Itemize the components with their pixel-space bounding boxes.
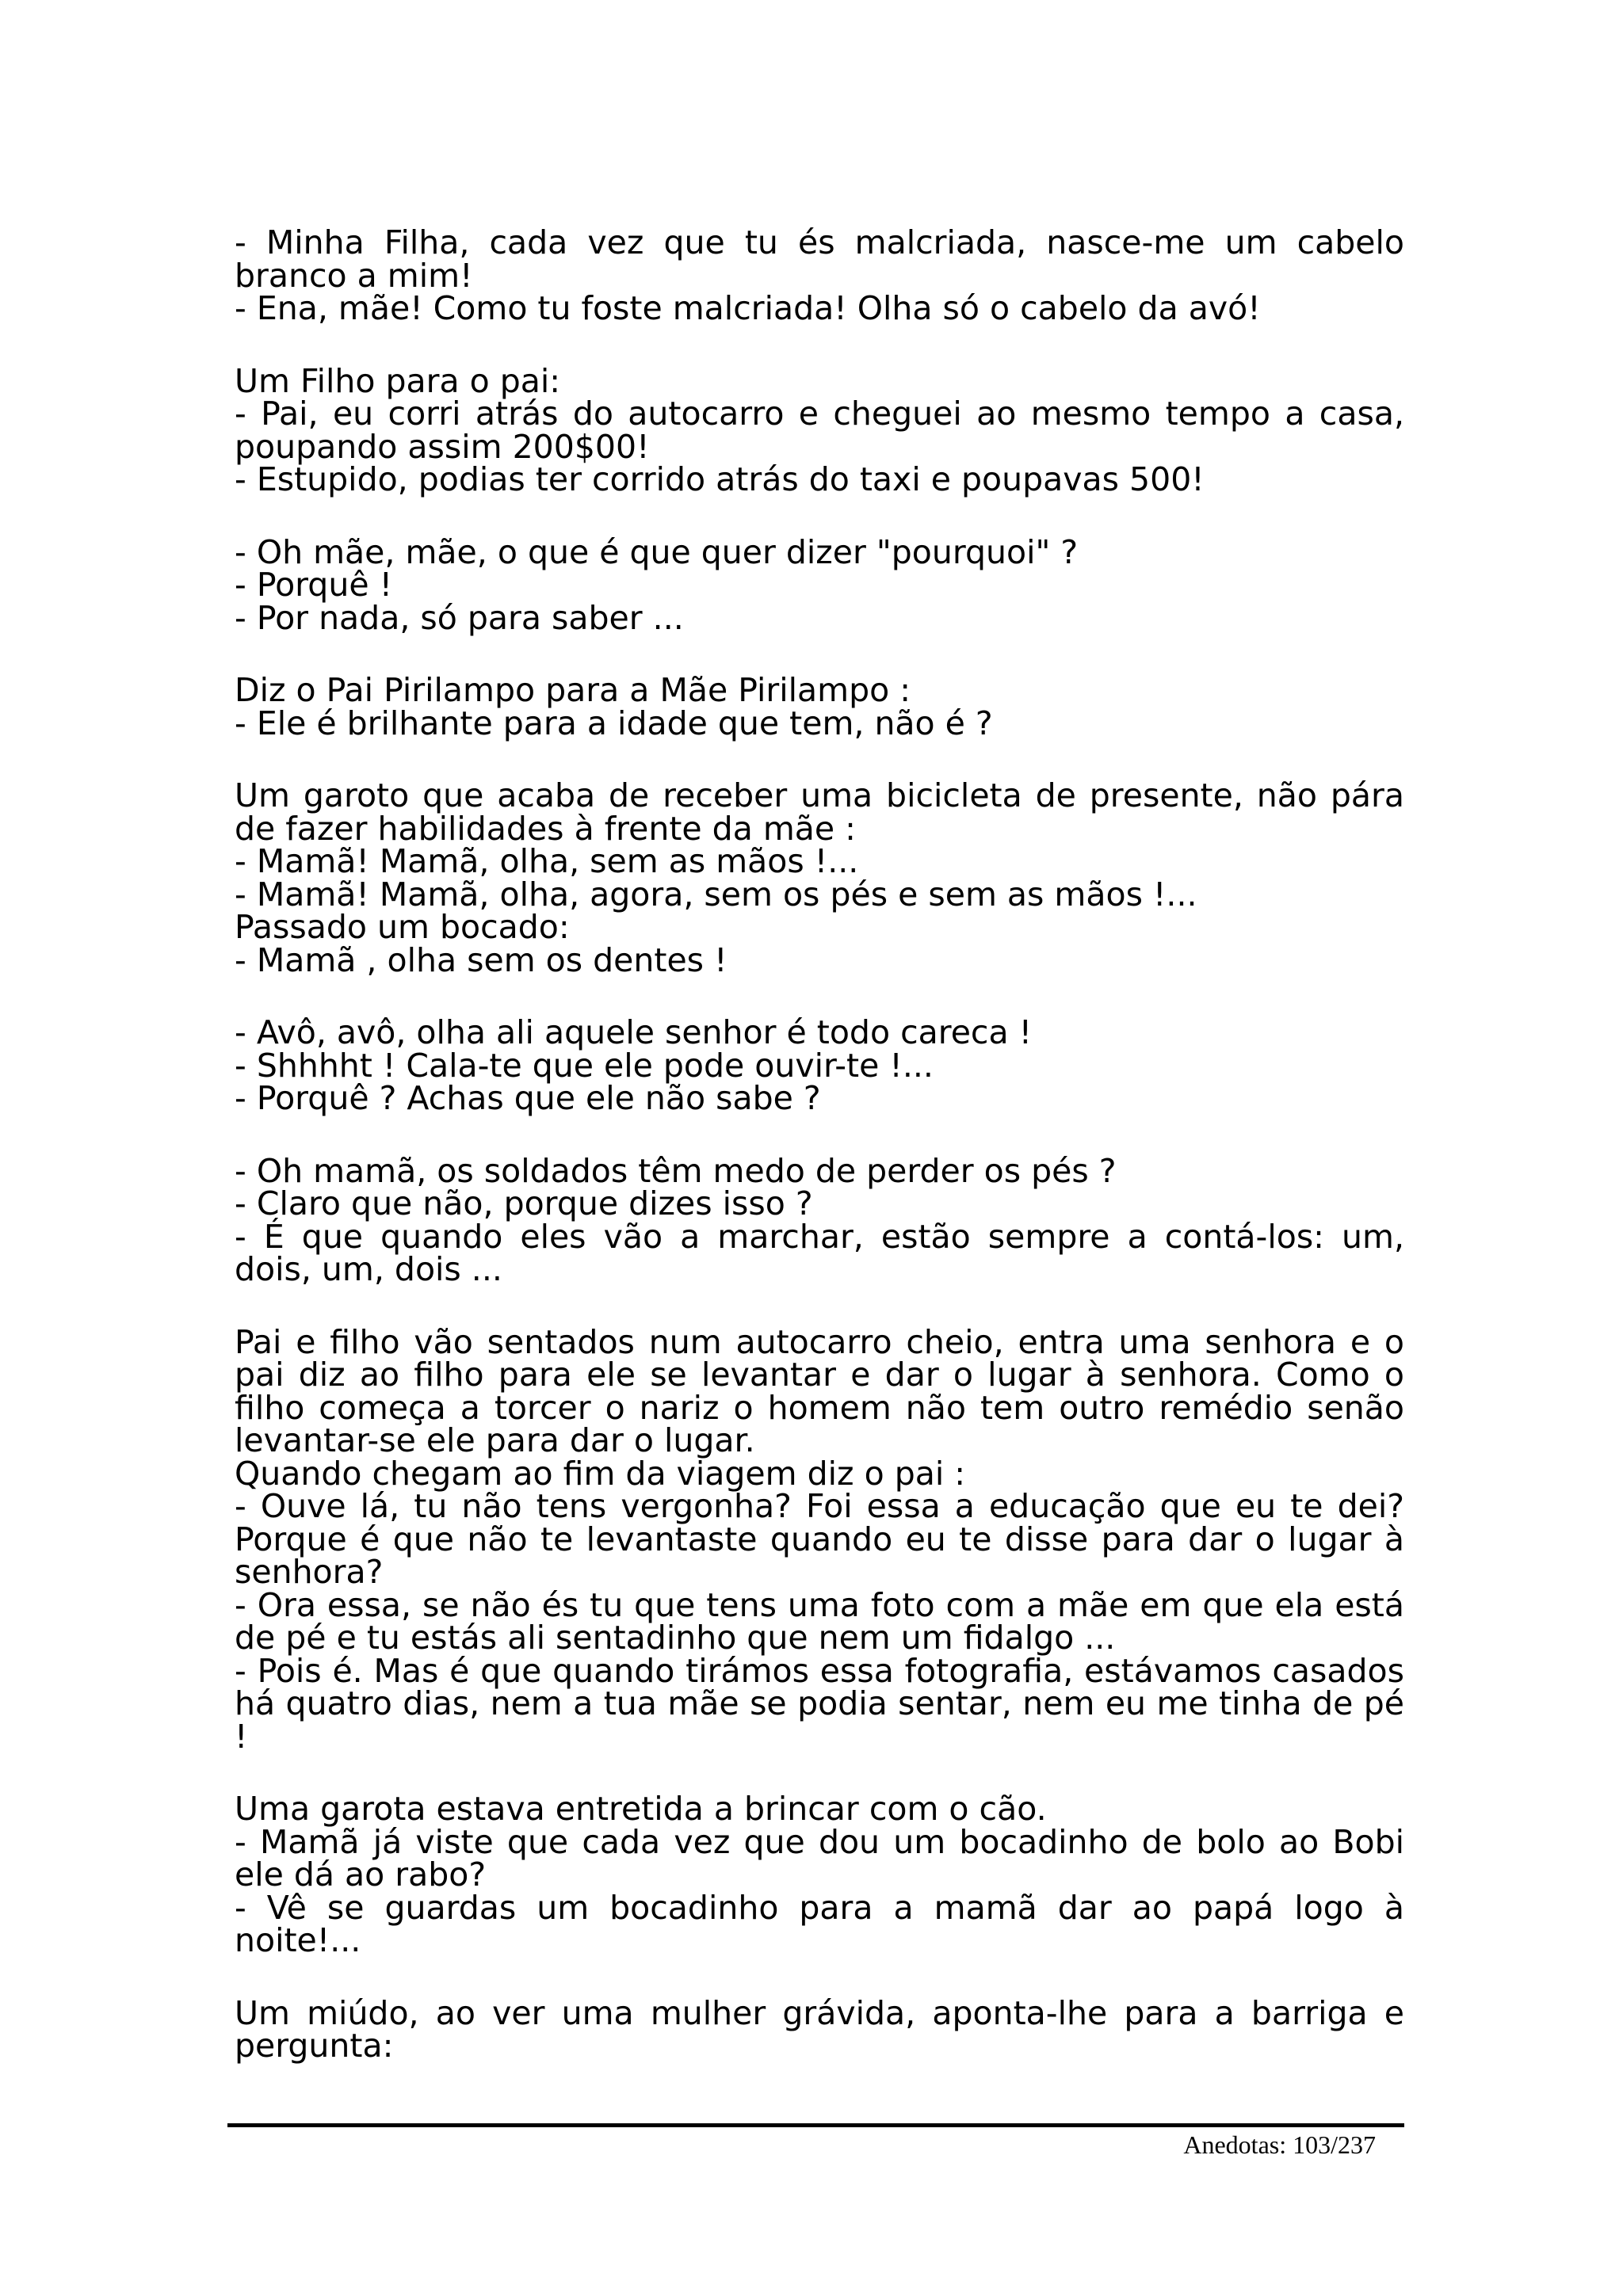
joke-bicicleta <box>235 776 1404 979</box>
text-line: - Estupido, podias ter corrido atrás do taxi e poupavas 500! <box>235 460 1205 498</box>
page-footer: Anedotas: 103/237 <box>1183 2130 1376 2159</box>
text-line: - É que quando eles vão a marchar, estão sempre a contá-los: um, dois, um, dois ... <box>235 1217 1404 1288</box>
text-line: - Oh mamã, os soldados têm medo de perder os pés ? <box>235 1151 1117 1190</box>
text-line: - Mamã! Mamã, olha, sem as mãos !... <box>235 842 859 880</box>
joke-malcriada <box>235 223 1404 327</box>
text-line: - Porquê ! <box>235 566 393 604</box>
text-line: - Ena, mãe! Como tu foste malcriada! Olha só o cabelo da avó! <box>235 289 1261 327</box>
text-line: Uma garota estava entretida a brincar com o cão. <box>235 1790 1047 1828</box>
text-line: - Pois é. Mas é que quando tirámos essa fotografia, estávamos casados há quatro dias, nem a tua mãe se podia sentar, nem eu me tinha de pé ! <box>235 1651 1404 1756</box>
text-line: - Mamã já viste que cada vez que dou um bocadinho de bolo ao Bobi ele dá ao rabo? <box>235 1822 1404 1894</box>
text-line: Diz o Pai Pirilampo para a Mãe Pirilampo : <box>235 671 911 709</box>
text-line: - Porquê ? Achas que ele não sabe ? <box>235 1079 821 1117</box>
joke-pirilampo <box>235 671 1404 742</box>
text-line: - Ouve lá, tu não tens vergonha? Foi essa a educação que eu te dei? Porque é que não te levantaste quando eu te disse para dar o lugar à senhora? <box>235 1487 1404 1591</box>
text-line: - Avô, avô, olha ali aquele senhor é todo careca ! <box>235 1013 1033 1051</box>
text-line: - Por nada, só para saber ... <box>235 598 684 637</box>
text-line: Passado um bocado: <box>235 908 570 946</box>
text-line: - Pai, eu corri atrás do autocarro e cheguei ao mesmo tempo a casa, poupando assim 200$00! <box>235 395 1404 466</box>
text-line: - Minha Filha, cada vez que tu és malcriada, nasce-me um cabelo branco a mim! <box>235 223 1404 295</box>
joke-careca <box>235 1013 1404 1117</box>
joke-autocarro <box>235 361 1404 498</box>
text-line: - Shhhht ! Cala-te que ele pode ouvir-te !... <box>235 1046 934 1085</box>
document-body <box>235 223 1404 2103</box>
text-line: - Claro que não, porque dizes isso ? <box>235 1184 813 1222</box>
text-line: - Mamã! Mamã, olha, agora, sem os pés e sem as mãos !... <box>235 875 1197 913</box>
text-line: Um Filho para o pai: <box>235 361 561 400</box>
joke-pourquoi <box>235 532 1404 637</box>
text-line: Quando chegam ao fim da viagem diz o pai : <box>235 1454 966 1493</box>
text-line: Um garoto que acaba de receber uma bicicleta de presente, não pára de fazer habilidades à frente da mãe : <box>235 776 1404 848</box>
text-line: - Ora essa, se não és tu que tens uma foto com a mãe em que ela está de pé e tu estás ali sentadinho que nem um fidalgo ... <box>235 1585 1404 1657</box>
text-line: - Oh mãe, mãe, o que é que quer dizer "pourquoi" ? <box>235 532 1079 571</box>
text-line: - Vê se guardas um bocadinho para a mamã dar ao papá logo à noite!... <box>235 1888 1404 1959</box>
text-line: - Mamã , olha sem os dentes ! <box>235 940 727 979</box>
text-line: Um miúdo, ao ver uma mulher grávida, aponta-lhe para a barriga e pergunta: <box>235 1993 1404 2065</box>
joke-gravida <box>235 1993 1404 2065</box>
footer-rule <box>227 2123 1404 2127</box>
joke-bolo <box>235 1790 1404 1959</box>
text-line: - Ele é brilhante para a idade que tem, não é ? <box>235 704 993 742</box>
text-line: Pai e filho vão sentados num autocarro cheio, entra uma senhora e o pai diz ao filho para ele se levantar e dar o lugar à senhora. Como o filho começa a torcer o nariz o homem não tem outro remédio senão levantar-se ele para dar o lugar. <box>235 1322 1404 1459</box>
joke-fotografia <box>235 1322 1404 1756</box>
joke-soldados <box>235 1151 1404 1288</box>
